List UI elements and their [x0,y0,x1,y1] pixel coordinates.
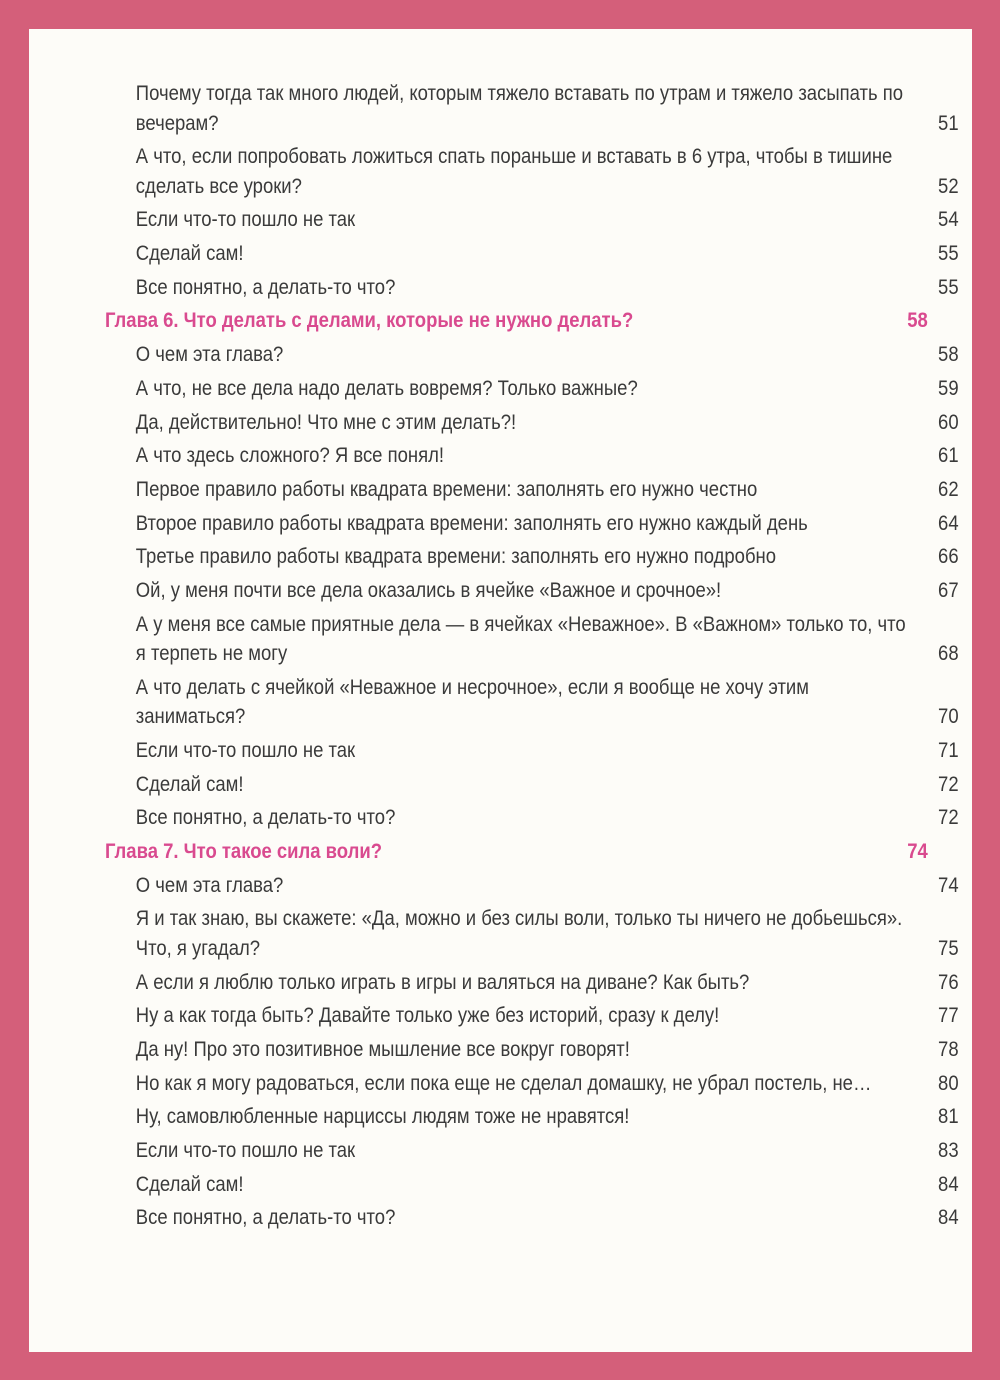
entry-title: Ой, у меня почти все дела оказались в ячейке «Важное и срочное»! [135,578,722,602]
entry-title: Если что-то пошло не так [135,1139,356,1163]
entry-title: Первое правило работы квадрата времени: заполнять его нужно честно [135,477,758,501]
chapter-title: Глава 6. Что делать с делами, которые не нужно делать? [105,309,634,333]
toc-entry [105,576,959,606]
entry-title: Сделай сам! [135,1172,244,1196]
toc-entry [105,239,959,269]
toc-entry [105,1170,959,1200]
entry-title: Если что-то пошло не так [135,739,356,762]
entry-title: Ну, самовлюбленные нарциссы людям тоже не нравятся! [135,1105,630,1129]
entry-title: Все понятно, а делать-то что? [135,275,396,299]
toc-entry [105,475,959,505]
entry-title: Все понятно, а делать-то что? [135,806,396,830]
page-number: 78 [938,1038,959,1061]
entry-title: Третье правило работы квадрата времени: заполнять его нужно подробно [135,545,777,569]
page-number: 64 [938,511,959,535]
entry-title: А что здесь сложного? Я все понял! [135,444,445,468]
toc-entry [105,205,959,235]
entry-title: Сделай сам! [135,772,244,796]
page-number: 84 [938,1172,959,1196]
page-number: 59 [938,376,959,400]
page-number: 54 [938,208,959,232]
page-number: 83 [938,1139,959,1163]
toc-entry [105,340,959,370]
page-number: 74 [938,873,959,897]
page-number: 61 [938,444,959,468]
toc-entry [105,408,959,438]
toc-entry [105,1136,959,1166]
toc-entry [105,871,959,901]
page-number: 75 [938,936,959,960]
entry-title: О чем эта глава? [135,873,284,897]
page-number: 80 [938,1071,959,1095]
entry-title: Ну а как тогда быть? Давайте только уже без историй, сразу к делу! [135,1004,720,1028]
page-number: 60 [938,410,959,434]
toc-entry [105,1069,959,1099]
entry-title: Если что-то пошло не так [135,208,356,232]
entry-title: А что, не все дела надо делать вовремя? Только важные? [135,376,638,400]
page-number: 72 [938,806,959,830]
entry-title: Да ну! Про это позитивное мышление все вокруг говорят! [135,1038,630,1061]
page-number: 55 [938,242,959,266]
page-number: 51 [938,111,959,135]
entry-title: А если я люблю только играть в игры и валяться на диване? Как быть? [135,970,750,994]
entry-title: О чем эта глава? [135,343,284,367]
table-of-contents [105,79,959,1237]
entry-title: Да, действительно! Что мне с этим делать?! [135,410,517,434]
page-number: 81 [938,1105,959,1129]
toc-entry [105,904,959,963]
toc-entry [105,770,959,800]
toc-entry [105,509,959,539]
page-number: 62 [938,477,959,501]
page-number: 67 [938,578,959,602]
entry-title: Почему тогда так много людей, которым тяжело вставать по утрам и тяжело засыпать по вечерам? [135,82,903,135]
toc-entry [105,673,959,732]
entry-title: Но как я могу радоваться, если пока еще не сделал домашку, не убрал постель, не… [135,1071,872,1095]
page-number: 55 [938,275,959,299]
toc-entry [105,1203,959,1233]
toc-entry [105,736,959,766]
entry-title: А у меня все самые приятные дела — в ячейках «Неважное». В «Важном» только то, что я терпеть не могу [135,612,906,666]
toc-entry [105,273,959,303]
toc-entry [105,441,959,471]
toc-chapter-heading [105,837,928,867]
page-number: 70 [938,705,959,729]
page-number: 58 [938,343,959,367]
page-number: 74 [907,840,928,864]
page-number: 71 [938,739,959,762]
toc-entry [105,610,959,669]
toc-entry [105,1102,959,1132]
page-number: 66 [938,545,959,569]
page-number: 72 [938,772,959,796]
page-number: 76 [938,970,959,994]
book-page [29,29,972,1352]
toc-entry [105,1001,959,1031]
page-number: 68 [938,642,959,666]
toc-chapter-heading [105,306,928,336]
toc-entry [105,79,959,138]
entry-title: Я и так знаю, вы скажете: «Да, можно и без силы воли, только ты ничего не добьешься». Что, я угадал? [135,907,903,960]
page-number: 52 [938,174,959,198]
page-number: 77 [938,1004,959,1028]
chapter-title: Глава 7. Что такое сила воли? [105,840,383,864]
toc-entry [105,968,959,998]
entry-title: А что, если попробовать ложиться спать пораньше и вставать в 6 утра, чтобы в тишине сделать все уроки? [135,145,893,198]
toc-entry [105,542,959,572]
toc-entry [105,374,959,404]
toc-entry [105,1035,959,1065]
page-number: 58 [907,309,928,333]
entry-title: Сделай сам! [135,242,244,266]
entry-title: А что делать с ячейкой «Неважное и несрочное», если я вообще не хочу этим заниматься? [135,675,809,729]
toc-entry [105,142,959,201]
entry-title: Все понятно, а делать-то что? [135,1206,396,1230]
toc-entry [105,803,959,833]
page-number: 84 [938,1206,959,1230]
entry-title: Второе правило работы квадрата времени: заполнять его нужно каждый день [135,511,808,535]
